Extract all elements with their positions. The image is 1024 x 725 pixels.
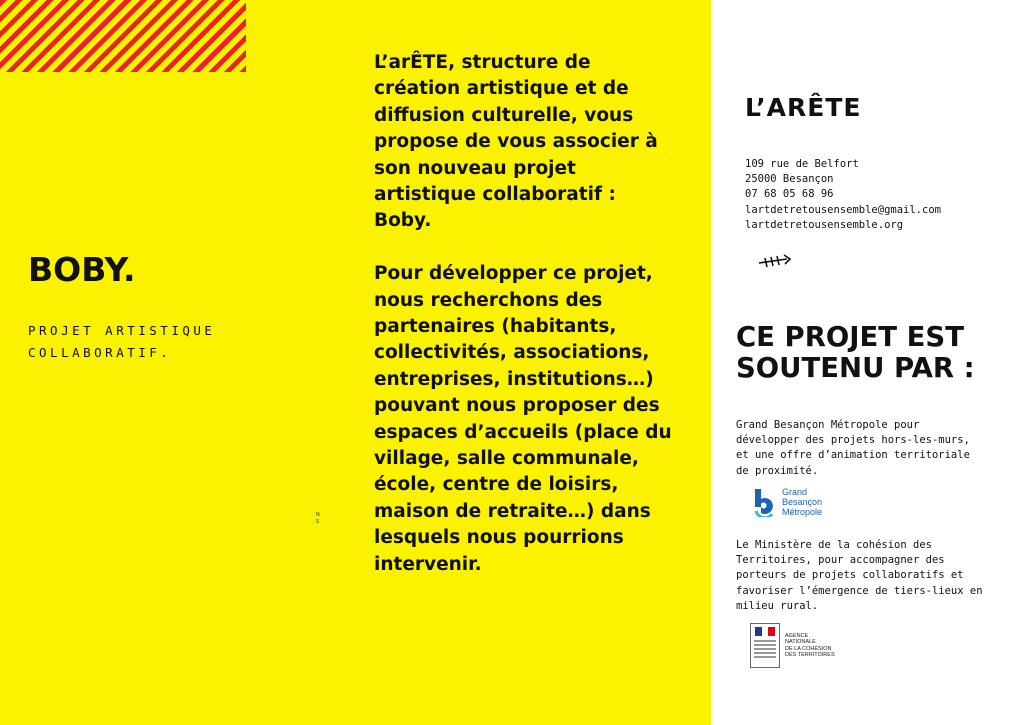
intro-paragraph: L’arÊTE, structure de création artistique et de diffusion culturelle, vous propose de vous associer à son nouveau projet artistique collaboratif : Boby. xyxy=(374,52,658,232)
org-name: L’ARÊTE xyxy=(745,93,862,122)
french-flag-icon xyxy=(755,627,775,636)
republique-francaise-icon xyxy=(750,623,780,668)
fold-mark: N S xyxy=(316,512,320,525)
gbm-line-3: Métropole xyxy=(782,507,823,517)
website-link[interactable]: lartdetretousensemble.org xyxy=(745,218,904,231)
supporter-2-text: Le Ministère de la cohésion des Territoires, pour accompagner des porteurs de projets collaboratifs et favoriser l’émergence de tiers-lieux en milieu rural. xyxy=(736,539,983,612)
project-title: BOBY. xyxy=(28,250,136,289)
anct-line-1: AGENCE xyxy=(785,632,809,639)
contact-block xyxy=(745,157,941,233)
anct-text-lines xyxy=(754,640,776,660)
email-link[interactable]: lartdetretousensemble@gmail.com xyxy=(745,203,941,216)
anct-logo-text xyxy=(785,633,835,659)
supporter-1-text: Grand Besançon Métropole pour développer des projets hors-les-murs, et une offre d’animation territoriale de proximité. xyxy=(736,419,970,477)
gbm-line-1: Grand xyxy=(782,487,808,497)
project-subtitle: PROJET ARTISTIQUE COLLABORATIF. xyxy=(28,323,216,360)
support-title: CE PROJET EST SOUTENU PAR : xyxy=(736,321,975,384)
grand-besancon-logo-text xyxy=(782,487,822,517)
anct-logo xyxy=(750,623,835,668)
grand-besancon-b-icon xyxy=(752,487,778,517)
partners-paragraph: Pour développer ce projet, nous recherchons des partenaires (habitants, collectivités, associations, entreprises, institutions…) pouvant nous proposer des espaces d’accueils (place du village, salle communale, école, centre de loisirs, maison de retraite…) dans lesquels nous pourrions intervenir. xyxy=(374,263,672,575)
phone-number: 07 68 05 68 96 xyxy=(745,188,834,201)
grand-besancon-logo xyxy=(752,487,822,517)
anct-line-4: DES TERRITOIRES xyxy=(785,652,835,658)
address-line-1: 109 rue de Belfort xyxy=(745,158,859,170)
anct-line-3: DE LA COHÉSION xyxy=(785,645,832,652)
address-line-2: 25000 Besançon xyxy=(745,173,834,186)
anct-line-2: NATIONALE xyxy=(785,639,816,645)
main-text xyxy=(374,50,674,605)
diagonal-stripes-decoration xyxy=(0,0,246,72)
gbm-line-2: Besançon xyxy=(782,497,823,507)
fish-bone-icon xyxy=(757,250,793,272)
